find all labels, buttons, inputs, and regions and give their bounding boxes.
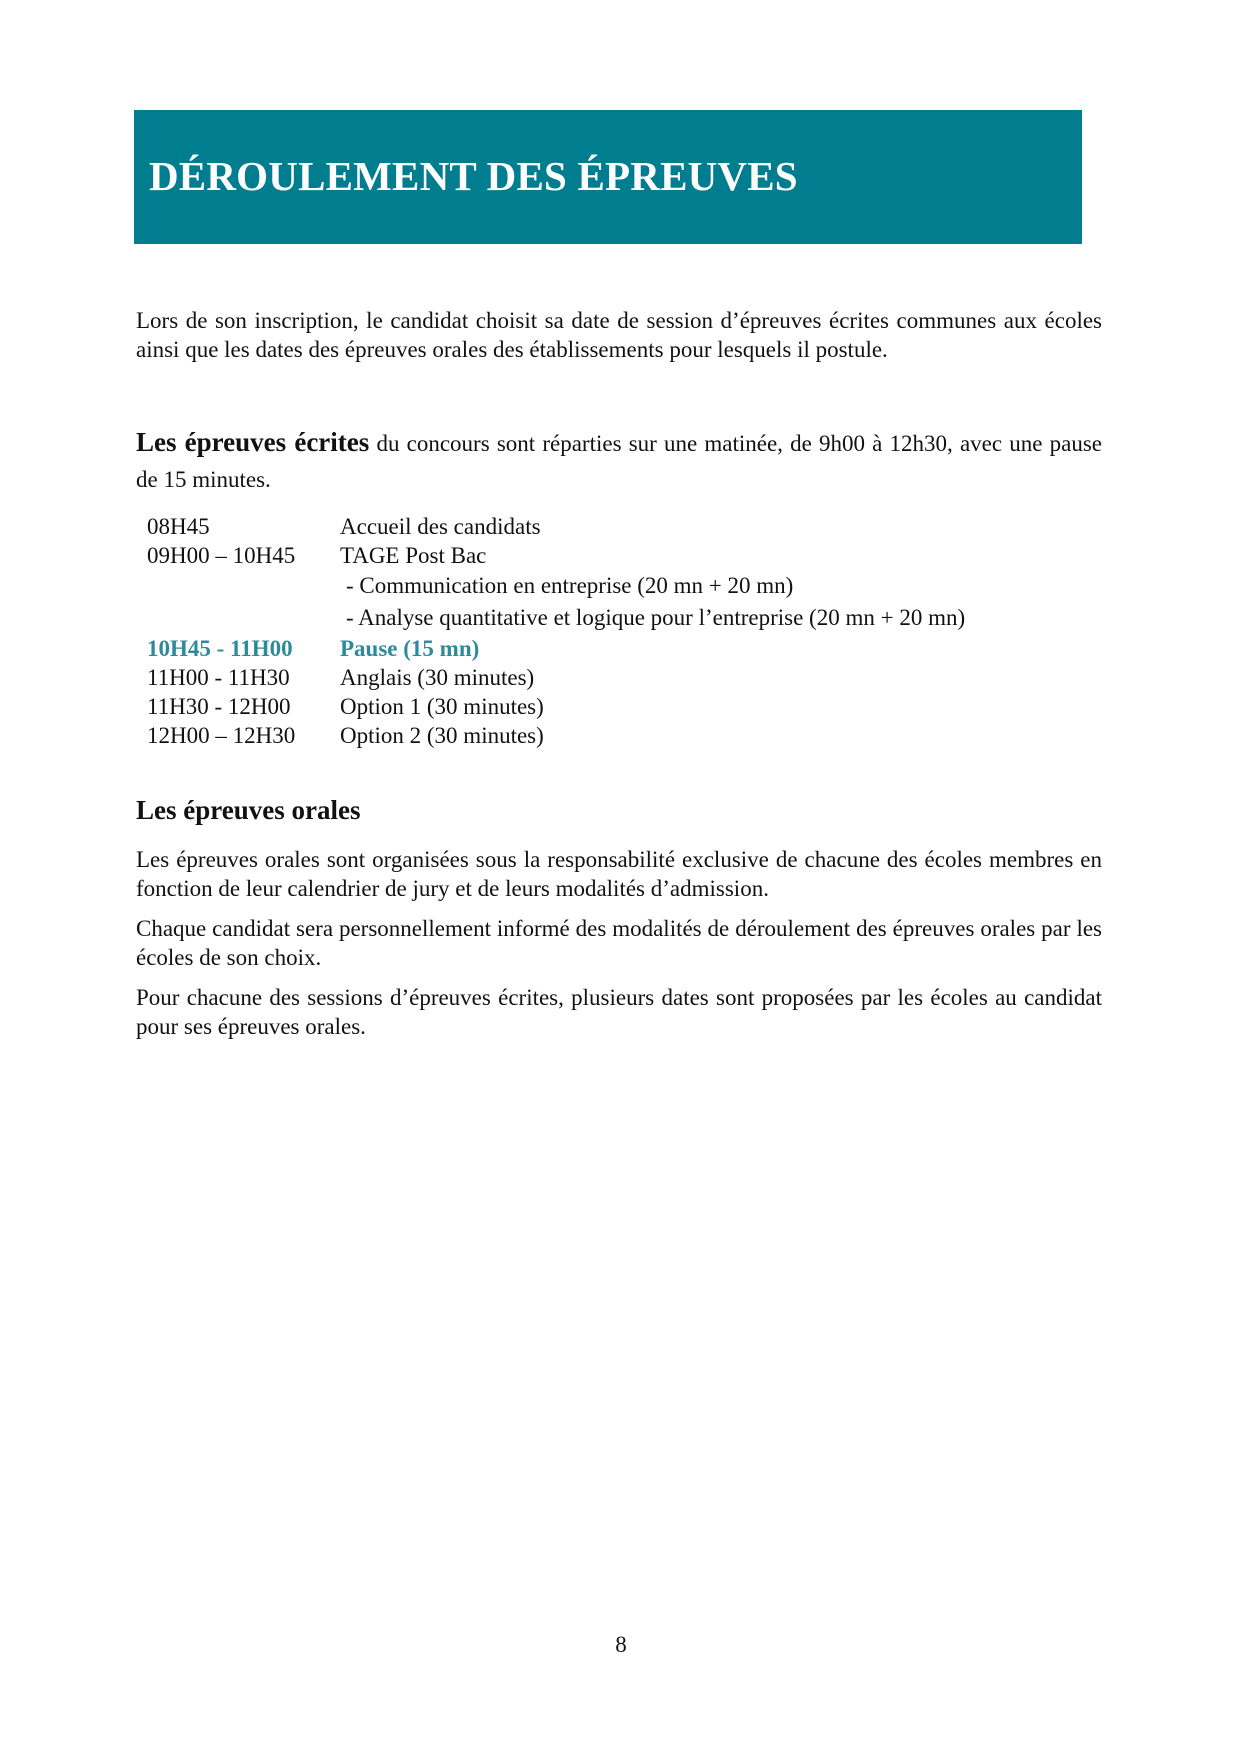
schedule-row (147, 692, 1097, 721)
schedule-row (147, 721, 1097, 750)
oral-paragraph: Pour chacune des sessions d’épreuves écrites, plusieurs dates sont proposées par les écoles au candidat pour ses épreuves orales. (136, 985, 1102, 1039)
schedule-sublabel: - Communication en entreprise (20 mn + 20 mn) (346, 573, 794, 598)
page-title: DÉROULEMENT DES ÉPREUVES (149, 153, 798, 199)
schedule-label: Pause (15 mn) (340, 636, 480, 661)
written-exams-paragraph (136, 424, 1102, 498)
schedule-time: 08H45 (147, 514, 210, 539)
oral-exams-heading: Les épreuves orales (136, 795, 361, 825)
intro-paragraph: Lors de son inscription, le candidat choisit sa date de session d’épreuves écrites communes aux écoles ainsi que les dates des épreuves orales des établissements pour lesquels il postule. (136, 308, 1102, 362)
schedule-row-pause (147, 634, 1097, 663)
page-number: 8 (615, 1632, 627, 1657)
schedule-row (147, 512, 1097, 541)
schedule-time: 10H45 - 11H00 (147, 636, 293, 661)
schedule-time: 11H30 - 12H00 (147, 694, 291, 719)
schedule-label: Anglais (30 minutes) (340, 665, 535, 690)
schedule-time: 11H00 - 11H30 (147, 665, 290, 690)
schedule-subitem (147, 602, 1097, 634)
written-exams-lead: Les épreuves écrites (136, 427, 370, 457)
oral-paragraph: Les épreuves orales sont organisées sous la responsabilité exclusive de chacune des écoles membres en fonction de leur calendrier de jury et de leurs modalités d’admission. (136, 847, 1102, 901)
title-banner (134, 110, 1082, 244)
schedule-time: 09H00 – 10H45 (147, 543, 296, 568)
schedule-label: TAGE Post Bac (340, 543, 487, 568)
schedule-row (147, 663, 1097, 692)
written-exams-schedule (147, 512, 1097, 750)
written-exams-text: du concours sont réparties sur une matinée, de 9h00 à 12h30, avec une pause de 15 minutes. (136, 431, 1102, 492)
schedule-sublabel: - Analyse quantitative et logique pour l’entreprise (20 mn + 20 mn) (346, 605, 966, 630)
oral-paragraph: Chaque candidat sera personnellement informé des modalités de déroulement des épreuves orales par les écoles de son choix. (136, 916, 1102, 970)
schedule-label: Accueil des candidats (340, 514, 541, 539)
schedule-row (147, 541, 1097, 570)
schedule-subitem (147, 570, 1097, 602)
schedule-time: 12H00 – 12H30 (147, 723, 296, 748)
schedule-label: Option 2 (30 minutes) (340, 723, 544, 748)
schedule-label: Option 1 (30 minutes) (340, 694, 544, 719)
